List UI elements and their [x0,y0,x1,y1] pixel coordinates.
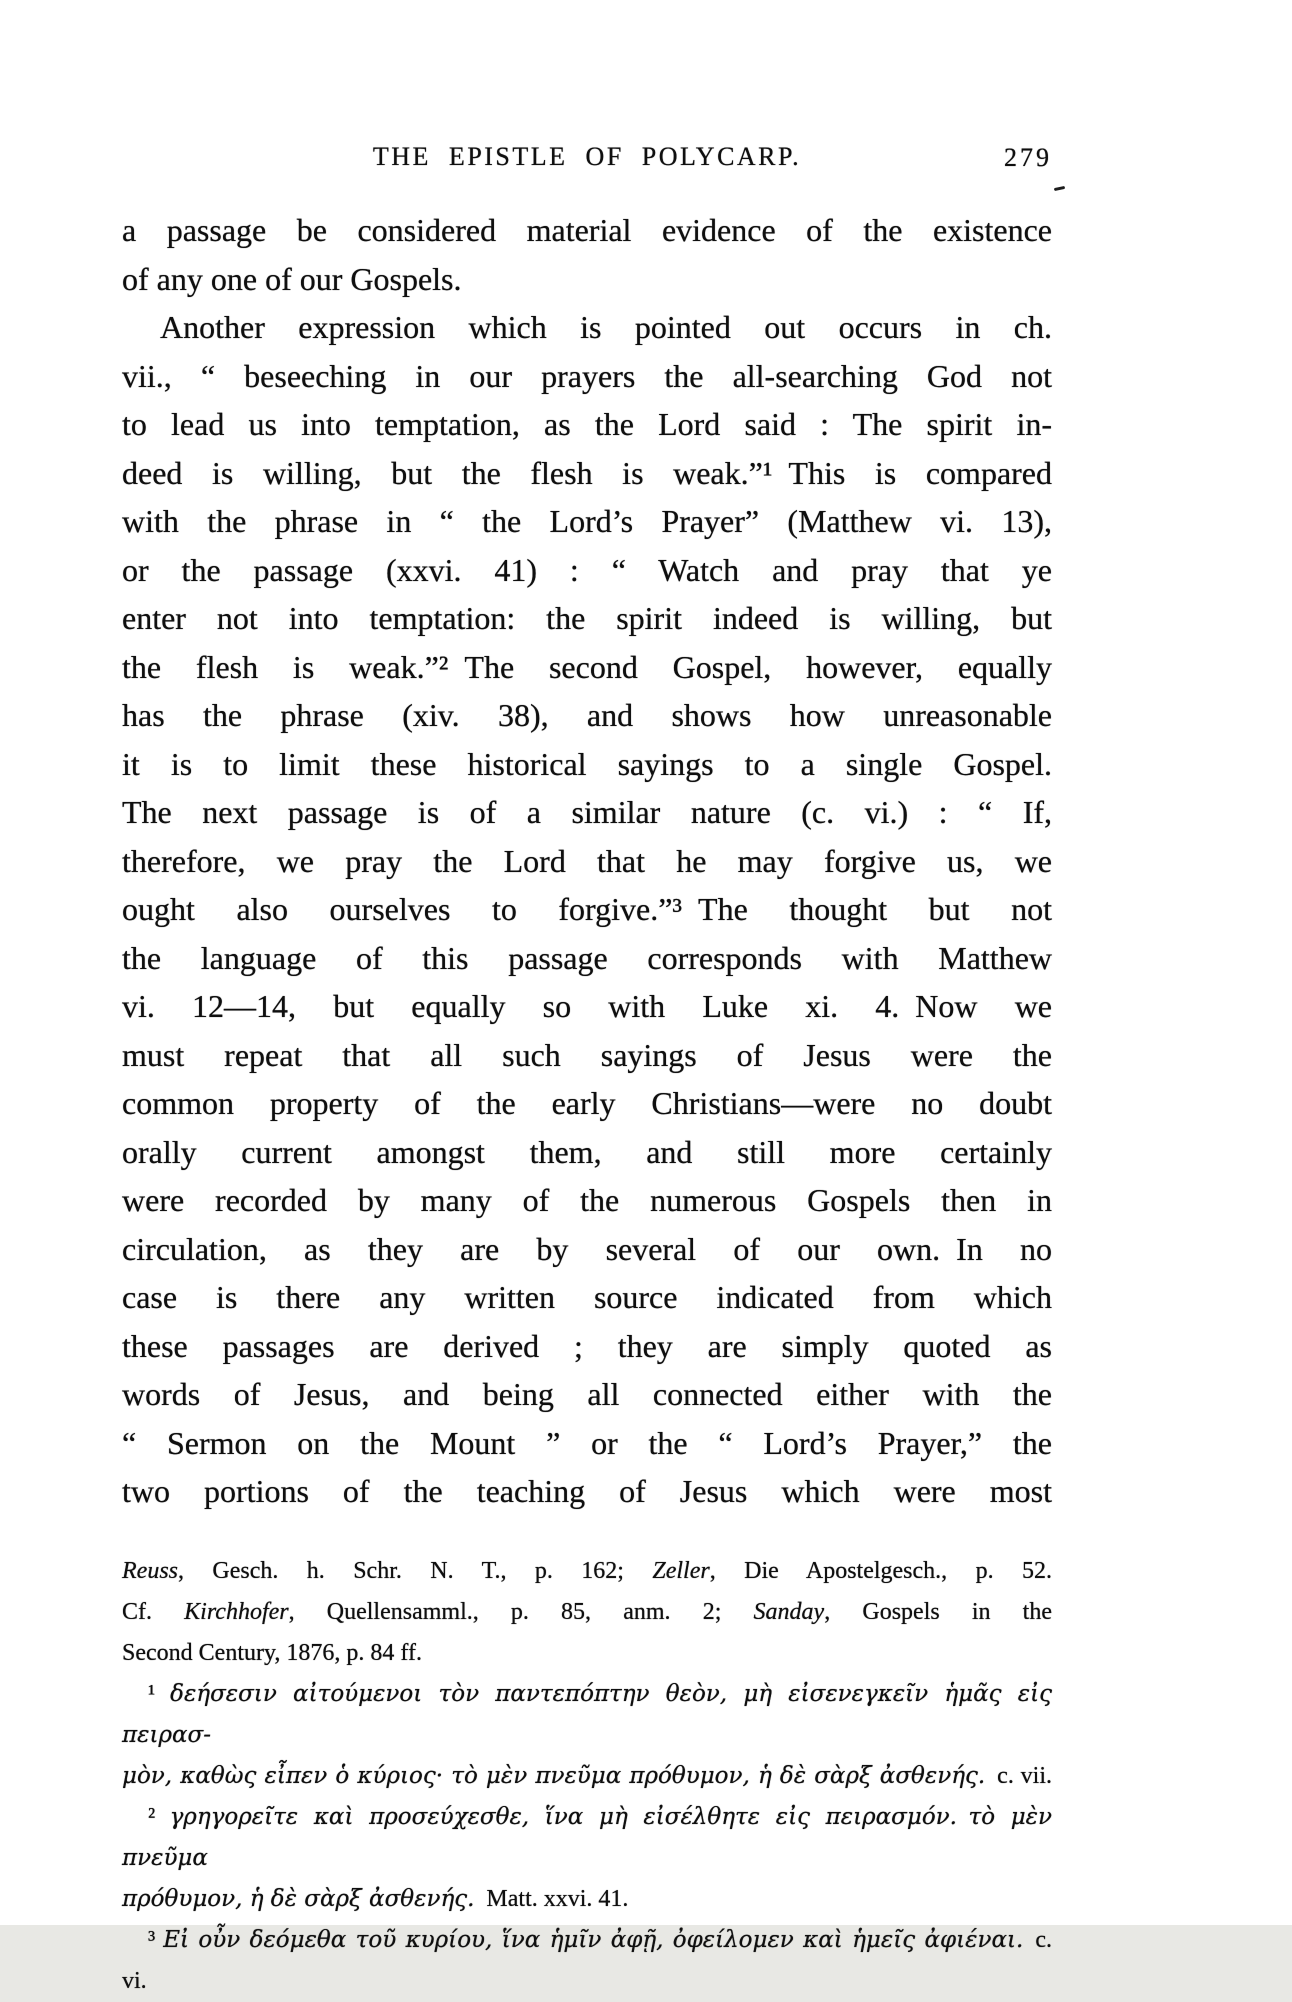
text-segment: μὸν, καθὼς εἶπεν ὁ κύριος· τὸ μὲν πνεῦμα πρόθυμον, ἡ δὲ σὰρξ ἀσθενής. [122,1763,986,1789]
text-segment: γρηγορεῖτε καὶ προσεύχεσθε, ἵνα μὴ εἰσέλθητε εἰς πειρασμόν. τὸ μὲν πνεῦμα [122,1804,1052,1871]
text-line: with the phrase in “ the Lord’s Prayer” (Matthew vi. 13), [122,503,1052,539]
text-segment: Kirchhofer [184,1599,289,1625]
footnotes [122,1551,1052,2002]
text-line: orally current amongst them, and still more certainly [122,1133,1052,1170]
text-line: Another expression which is pointed out occurs in ch. [160,309,1052,345]
text-line: a passage be considered material evidence of the existence [122,212,1052,248]
footnote-line [122,1920,1052,2002]
text-line: The next passage is of a similar nature (c. vi.) : “ If, [122,794,1052,830]
text-line: were recorded by many of the numerous Gospels then in [122,1182,1052,1218]
text-line: has the phrase (xiv. 38), and shows how unreasonable [122,697,1052,733]
text-line: therefore, we pray the Lord that he may forgive us, we [122,842,1052,879]
text-segment: Matt. xxvi. 41. [474,1886,629,1912]
text-line: two portions of the teaching of Jesus which were most [122,1473,1052,1509]
text-line: to lead us into temptation, as the Lord said : The spirit in- [122,406,1052,442]
text-line: circulation, as they are by several of our own. In no [122,1230,1052,1267]
text-line: common property of the early Christians—were no doubt [122,1085,1052,1121]
footnote-line [122,1797,1052,1879]
text-line: words of Jesus, and being all connected either with the [122,1376,1052,1412]
text-segment: c. vi. [122,1927,1052,1994]
text-segment: ³ [148,1927,164,1953]
text-segment: Sanday [753,1599,825,1625]
text-segment: , Die Apostelgesch., p. 52. [709,1558,1052,1584]
text-line: deed is willing, but the flesh is weak.”¹ This is compared [122,454,1052,491]
text-segment: , Gospels in the [824,1599,1053,1625]
text-line: the language of this passage corresponds with Matthew [122,939,1052,976]
text-segment: δεήσεσιν αἰτούμενοι τὸν παντεπόπτην θεὸν, μὴ εἰσενεγκεῖν ἡμᾶς εἰς πειρασ- [122,1681,1052,1748]
text-line: “ Sermon on the Mount ” or the “ Lord’s Prayer,” the [122,1424,1052,1461]
text-line: the flesh is weak.”² The second Gospel, however, equally [122,648,1052,685]
text-segment: πρόθυμον, ἡ δὲ σὰρξ ἀσθενής. [122,1886,475,1912]
body-text [122,206,1052,1516]
text-line: enter not into temptation: the spirit indeed is willing, but [122,600,1052,636]
text-line: must repeat that all such sayings of Jesus were the [122,1036,1052,1073]
running-title: THE EPISTLE OF POLYCARP. [372,142,802,171]
text-segment: , Quellensamml., p. 85, anm. 2; [288,1599,754,1625]
text-segment: c. vii. [985,1763,1052,1789]
text-segment: Reuss [122,1558,178,1584]
text-segment: Zeller [652,1558,710,1584]
text-line: vi. 12—14, but equally so with Luke xi. 4. Now we [122,988,1052,1024]
text-line: it is to limit these historical sayings to a single Gospel. [122,745,1052,782]
text-segment: ² [148,1804,170,1830]
text-line: vii., “ beseeching in our prayers the all-searching God not [122,357,1052,394]
text-line: these passages are derived ; they are simply quoted as [122,1327,1052,1364]
footnote-line [122,1879,1052,1920]
footnote-line [122,1633,1052,1674]
print-artifact [1054,186,1065,191]
text-line: of any one of our Gospels. [122,260,462,297]
text-segment: Cf. [122,1599,185,1625]
page-header [122,142,1052,182]
footnote-line [122,1551,1052,1592]
text-segment: Second Century, 1876, p. 84 ff. [122,1640,422,1666]
footnote-line [122,1592,1052,1633]
text-line: or the passage (xxvi. 41) : “ Watch and pray that ye [122,551,1052,588]
text-line: ought also ourselves to forgive.”³ The thought but not [122,891,1052,927]
footnote-line [122,1756,1052,1797]
page-number: 279 [1004,143,1052,172]
text-segment: Εἰ οὖν δεόμεθα τοῦ κυρίου, ἵνα ἡμῖν ἀφῇ, ὀφείλομεν καὶ ἡμεῖς ἀφιέναι. [163,1927,1024,1953]
footnote-line [122,1674,1052,1756]
text-segment: ¹ [148,1681,171,1707]
text-segment: , Gesch. h. Schr. N. T., p. 162; [178,1558,653,1584]
text-line: case is there any written source indicated from which [122,1279,1052,1315]
